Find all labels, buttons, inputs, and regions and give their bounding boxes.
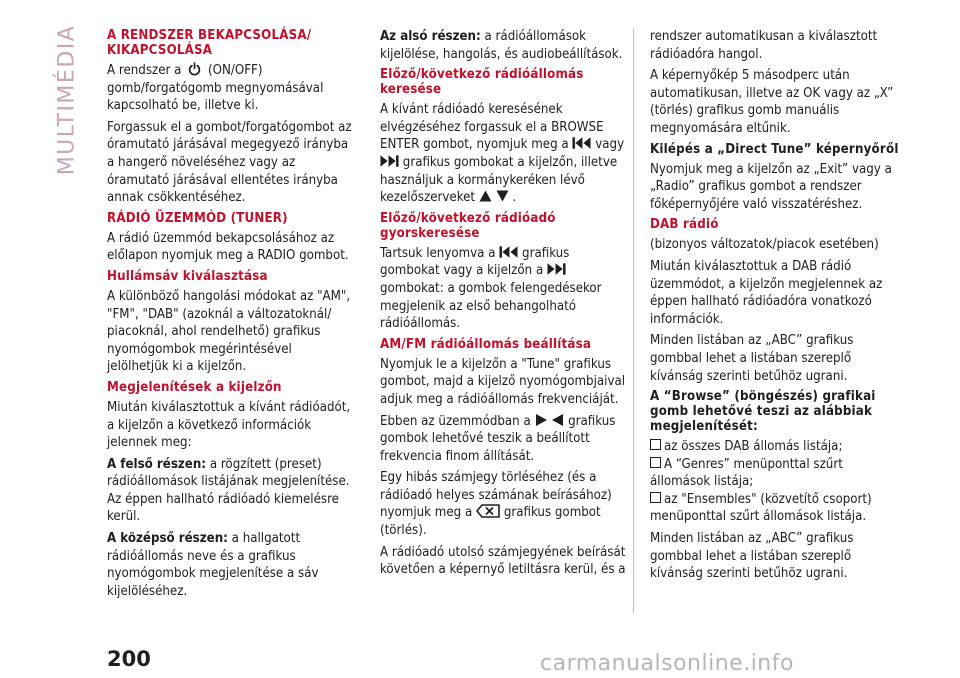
list-item-text: A “Genres” menüponttal szűrt állomások listája; bbox=[650, 456, 843, 490]
column-divider bbox=[633, 28, 634, 613]
text-top: a rögzített (preset) rádióállomások listájának megjelenítése. Az éppen hallható rádióadó kiemelésre kerül. bbox=[107, 456, 350, 525]
paragraph-fine-tune bbox=[380, 413, 630, 466]
section-side-title bbox=[52, 24, 82, 176]
page-number: 200 bbox=[107, 647, 151, 671]
column-2 bbox=[380, 28, 630, 583]
paragraph-last-digit: A rádióadó utolsó számjegyének beírását követően a képernyő letiltásra kerül, és a bbox=[380, 544, 626, 578]
label-top: A felső részen: bbox=[107, 456, 207, 472]
heading-fast-seek: Előző/következő rádióadó gyorskeresése bbox=[380, 210, 556, 241]
paragraph-abc-2: Minden listában az „ABC” grafikus gombbal lehet a listában szereplő kívánság szerinti betűhöz ugrani. bbox=[650, 531, 854, 582]
list-item bbox=[650, 438, 900, 456]
paragraph-middle-section bbox=[107, 530, 357, 600]
paragraph-top-section bbox=[107, 456, 357, 526]
seek-back-icon bbox=[499, 245, 518, 259]
paragraph-fast-seek bbox=[380, 245, 630, 333]
power-icon bbox=[185, 62, 204, 76]
text-fragment: (ON/OFF) gomb/forgatógomb megnyomásával kapcsolható be, illetve ki. bbox=[107, 63, 324, 114]
list-item bbox=[650, 456, 900, 491]
paragraph-onoff bbox=[107, 62, 357, 115]
text-fragment: A rendszer a bbox=[107, 63, 182, 78]
paragraph-screen-timeout: A képernyőkép 5 másodperc után automatikusan, illetve az OK vagy az „X” (törlés) grafikus gomb manuális megnyomására eltűnik. bbox=[650, 68, 894, 136]
text-fragment: grafikus gombot (törlés). bbox=[380, 505, 601, 539]
text-fragment: gombokat: a gombok felengedésekor megjelenik az első behangolható rádióállomás. bbox=[380, 280, 602, 332]
label-bottom: Az alsó részen: bbox=[380, 29, 481, 44]
paragraph-band: A különböző hangolási módokat az "AM", "FM", "DAB" (azoknál a változatoknál/ piacoknál, ahol rendelhető) grafikus nyomógombok megérintésével jelölhetjük ki a kijelzőn. bbox=[107, 288, 351, 375]
heading-browse: A “Browse” (böngészés) grafikai gomb lehetővé teszi az alábbiak megjelenítését: bbox=[650, 389, 876, 435]
seek-forward-icon bbox=[380, 154, 399, 168]
text-fragment: Ebben az üzemmódban a bbox=[380, 413, 531, 429]
paragraph-exit: Nyomjuk meg a kijelzőn az „Exit” vagy a „Radio” grafikus gombot a rendszer főképernyőjére való visszatéréshez. bbox=[650, 161, 892, 212]
text-bottom: a rádióállomások kijelölése, hangolás, és audiobeállítások. bbox=[380, 29, 623, 62]
text-fragment: grafikus gombokat vagy a kijelzőn a bbox=[380, 245, 570, 279]
text-fragment: Egy hibás számjegy törléséhez (és a rádióadó helyes számának beírásához) nyomjuk meg a bbox=[380, 470, 612, 521]
text-fragment: . bbox=[512, 190, 517, 206]
paragraph-bottom-section bbox=[380, 28, 630, 63]
arrow-down-icon bbox=[496, 189, 509, 203]
checkbox-icon bbox=[650, 492, 661, 503]
list-item-text: az összes DAB állomás listája; bbox=[664, 439, 843, 455]
arrow-up-icon bbox=[479, 189, 492, 203]
text-fragment: Tartsuk lenyomva a bbox=[380, 245, 496, 261]
seek-back-icon bbox=[572, 136, 591, 150]
paragraph-tune: Nyomjuk le a kijelzőn a "Tune" grafikus gombot, majd a kijelző nyomógombjaival adjuk meg a rádióállomás frekvenciáját. bbox=[380, 356, 626, 407]
paragraph-delete bbox=[380, 469, 630, 539]
seek-forward-icon bbox=[547, 262, 566, 276]
heading-amfm: AM/FM rádióállomás beállítása bbox=[380, 336, 592, 352]
paragraph-auto-tune: rendszer automatikusan a kiválasztott rádióadóra hangol. bbox=[650, 29, 878, 62]
paragraph-volume: Forgassuk el a gombot/forgatógombot az óramutató járásával megegyező irányba a hangerő növeléséhez vagy az óramutató járásával ellentétes irányba annak csökkentéséhez. bbox=[107, 119, 352, 206]
column-1 bbox=[107, 28, 357, 604]
heading-prev-next: Előző/következő rádióállomás keresése bbox=[380, 67, 584, 98]
checkbox-icon bbox=[650, 439, 661, 450]
backspace-icon bbox=[476, 504, 500, 518]
text-fragment: vagy bbox=[595, 137, 625, 153]
list-item bbox=[650, 491, 900, 526]
heading-display: Megjelenítések a kijelzőn bbox=[107, 379, 282, 395]
watermark: carmanualsonline.info bbox=[540, 651, 794, 676]
heading-onoff: A RENDSZER BEKAPCSOLÁSA/ KIKAPCSOLÁSA bbox=[107, 28, 312, 58]
heading-band: Hullámsáv kiválasztása bbox=[107, 268, 268, 284]
paragraph-radio-mode: A rádió üzemmód bekapcsolásához az előlapon nyomjuk meg a RADIO gombot. bbox=[107, 230, 349, 264]
heading-tuner: RÁDIÓ ÜZEMMÓD (TUNER) bbox=[107, 210, 288, 226]
list-item-text: az "Ensembles" (közvetítő csoport) menüponttal szűrt állomások listája. bbox=[650, 491, 872, 525]
paragraph-abc-1: Minden listában az „ABC” grafikus gombbal lehet a listában szereplő kívánság szerinti betűhöz ugrani. bbox=[650, 333, 854, 384]
heading-exit: Kilépés a „Direct Tune” képernyőről bbox=[650, 141, 899, 157]
heading-dab: DAB rádió bbox=[650, 217, 719, 233]
paragraph-display: Miután kiválasztottuk a kívánt rádióadót, a kijelzőn a következő információk jelennek meg: bbox=[107, 399, 351, 451]
text-middle: a hallgatott rádióállomás neve és a grafikus nyomógombok megjelenítése a sáv kijelöléséhez. bbox=[107, 531, 319, 599]
tune-left-icon bbox=[551, 413, 564, 427]
tune-right-icon bbox=[535, 413, 548, 427]
paragraph-seek bbox=[380, 101, 630, 207]
label-middle: A középső részen: bbox=[107, 531, 228, 547]
paragraph-dab-note: (bizonyos változatok/piacok esetében) bbox=[650, 237, 879, 253]
checkbox-icon bbox=[650, 457, 661, 468]
paragraph-dab-info: Miután kiválasztottuk a DAB rádió üzemmódot, a kijelzőn megjelennek az éppen hallható rádióadóra vonatkozó információk. bbox=[650, 258, 883, 327]
text-fragment: grafikus gombok lehetővé teszik a beállított frekvencia finom állítását. bbox=[380, 413, 616, 464]
side-title-text: MULTIMÉDIA bbox=[54, 24, 80, 176]
text-fragment: A kívánt rádióadó keresésének elvégzéséhez forgassuk el a BROWSE ENTER gombot, nyomjuk meg a bbox=[380, 102, 604, 153]
column-3 bbox=[650, 28, 900, 587]
text-fragment: grafikus gombokat a kijelzőn, illetve használjuk a kormánykeréken lévő kezelőszerveket bbox=[380, 154, 618, 206]
